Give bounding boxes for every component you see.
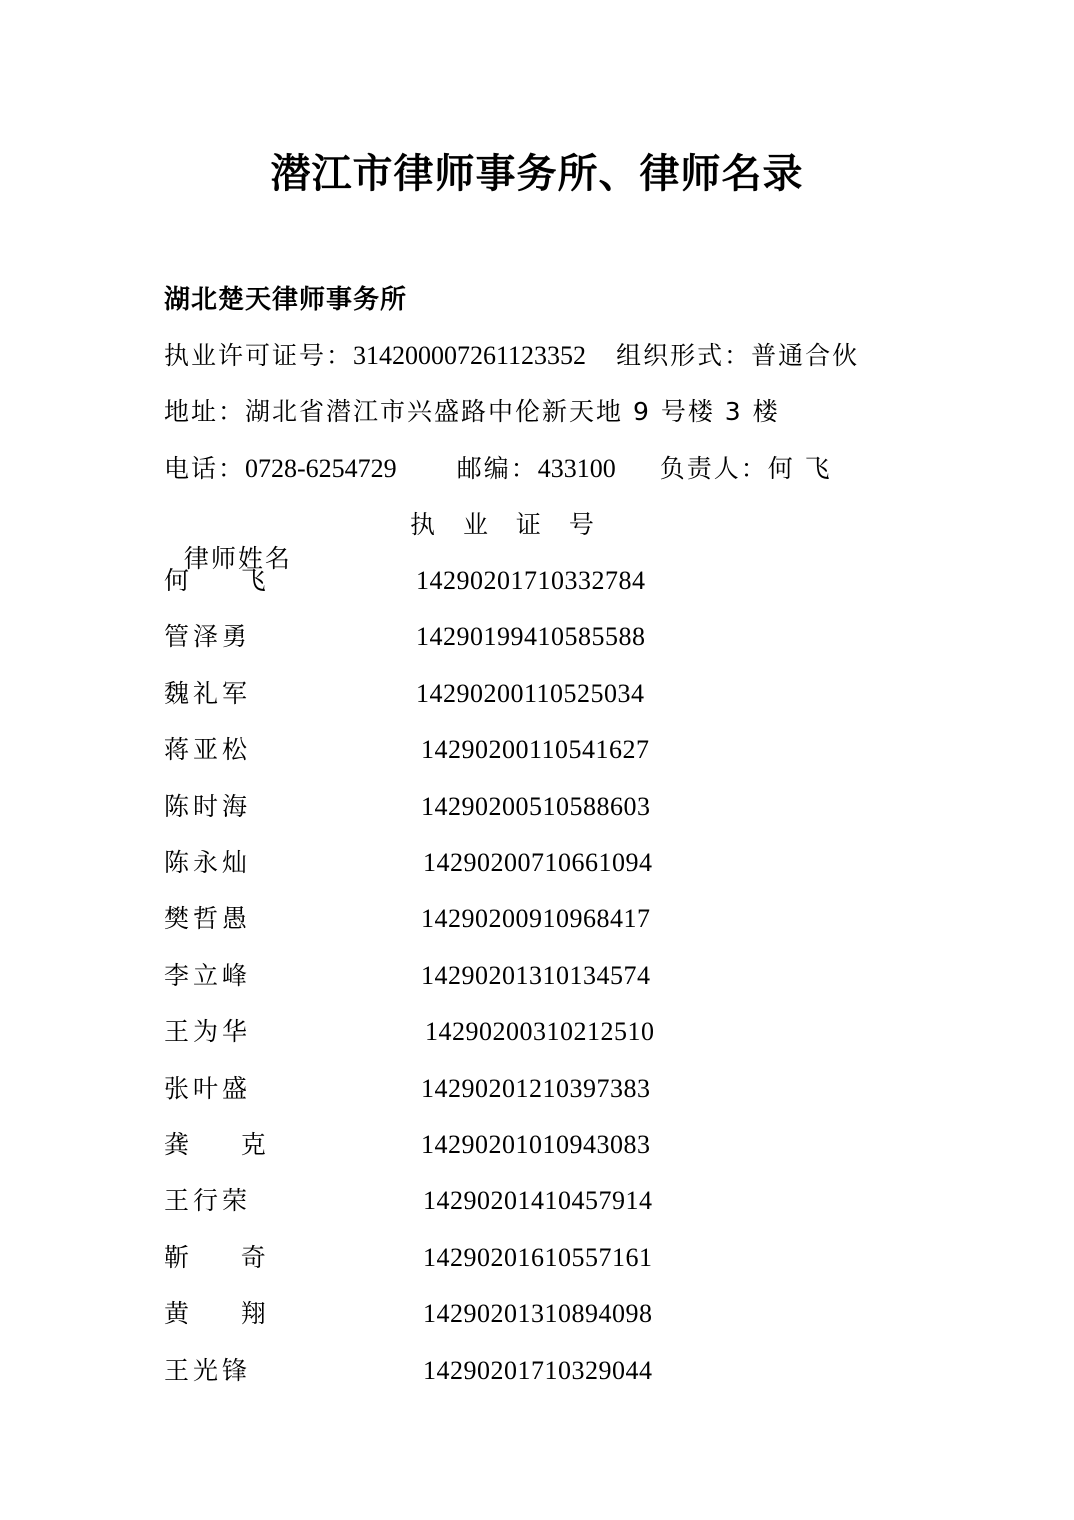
phone-value: 0728-6254729 xyxy=(245,454,397,483)
lawyer-cert-number: 14290200510588603 xyxy=(421,792,651,821)
table-row xyxy=(164,902,864,936)
table-row xyxy=(164,564,864,598)
lawyer-name: 管泽勇 xyxy=(164,622,252,651)
lawyer-name: 蒋亚松 xyxy=(164,735,252,764)
license-label: 执业许可证号： xyxy=(164,341,354,370)
col-name-header: 律师姓名 xyxy=(183,544,292,573)
lawyer-name: 何 飞 xyxy=(164,566,270,595)
lawyer-name: 张叶盛 xyxy=(164,1074,252,1103)
table-row xyxy=(164,1015,864,1049)
lawyer-name: 黄 翔 xyxy=(164,1299,270,1328)
lawyer-cert-number: 14290200910968417 xyxy=(421,904,651,933)
lawyer-name: 王为华 xyxy=(164,1017,252,1046)
table-row xyxy=(164,1128,864,1162)
table-row xyxy=(164,1354,864,1388)
lawyer-cert-number: 14290201710329044 xyxy=(423,1356,653,1385)
table-row xyxy=(164,1241,864,1275)
page-title: 潜江市律师事务所、律师名录 xyxy=(270,150,804,197)
lawyer-cert-number: 14290201310134574 xyxy=(421,961,651,990)
lawyer-cert-number: 14290201210397383 xyxy=(421,1074,651,1103)
head-label: 负责人： xyxy=(659,454,768,483)
table-row xyxy=(164,1072,864,1106)
address-label: 地址： xyxy=(164,397,246,426)
lawyer-cert-number: 14290201010943083 xyxy=(421,1130,651,1159)
lawyer-cert-number: 14290200310212510 xyxy=(425,1017,655,1046)
lawyer-cert-number: 14290200110525034 xyxy=(416,679,645,708)
table-row xyxy=(164,1184,864,1218)
head-value: 何 飞 xyxy=(767,454,832,483)
postcode-label: 邮编： xyxy=(456,454,538,483)
table-row xyxy=(164,733,864,767)
lawyer-cert-number: 14290201310894098 xyxy=(423,1299,653,1328)
lawyer-name: 靳 奇 xyxy=(164,1243,270,1272)
phone-label: 电话： xyxy=(164,454,246,483)
lawyer-name: 李立峰 xyxy=(164,961,252,990)
org-label: 组织形式： xyxy=(616,341,752,370)
address-value: 湖北省潜江市兴盛路中伦新天地 9 号楼 3 楼 xyxy=(245,397,780,426)
table-row xyxy=(164,959,864,993)
firm-contact-line xyxy=(164,452,832,486)
lawyer-cert-number: 14290200110541627 xyxy=(421,735,650,764)
lawyer-cert-number: 14290201710332784 xyxy=(416,566,646,595)
firm-license-line xyxy=(164,339,859,373)
org-type: 普通合伙 xyxy=(751,341,860,370)
lawyer-cert-number: 14290201410457914 xyxy=(423,1186,653,1215)
table-row xyxy=(164,846,864,880)
lawyer-name: 龚 克 xyxy=(164,1130,270,1159)
table-row xyxy=(164,620,864,654)
col-cert-header: 执 业 证 号 xyxy=(410,510,604,539)
lawyer-cert-number: 14290201610557161 xyxy=(423,1243,653,1272)
table-row xyxy=(164,790,864,824)
lawyer-name: 樊哲愚 xyxy=(164,904,252,933)
license-number: 314200007261123352 xyxy=(353,341,587,370)
postcode-value: 433100 xyxy=(537,454,616,483)
lawyer-name: 王光锋 xyxy=(164,1356,252,1385)
table-row xyxy=(164,1297,864,1331)
table-row xyxy=(164,677,864,711)
firm-name: 湖北楚天律师事务所 xyxy=(164,285,408,315)
lawyer-name: 陈永灿 xyxy=(164,848,252,877)
lawyer-name: 王行荣 xyxy=(164,1186,252,1215)
lawyer-cert-number: 14290199410585588 xyxy=(416,622,646,651)
firm-address-line xyxy=(164,395,780,429)
lawyer-cert-number: 14290200710661094 xyxy=(423,848,653,877)
lawyer-name: 陈时海 xyxy=(164,792,252,821)
lawyer-name: 魏礼军 xyxy=(164,679,252,708)
